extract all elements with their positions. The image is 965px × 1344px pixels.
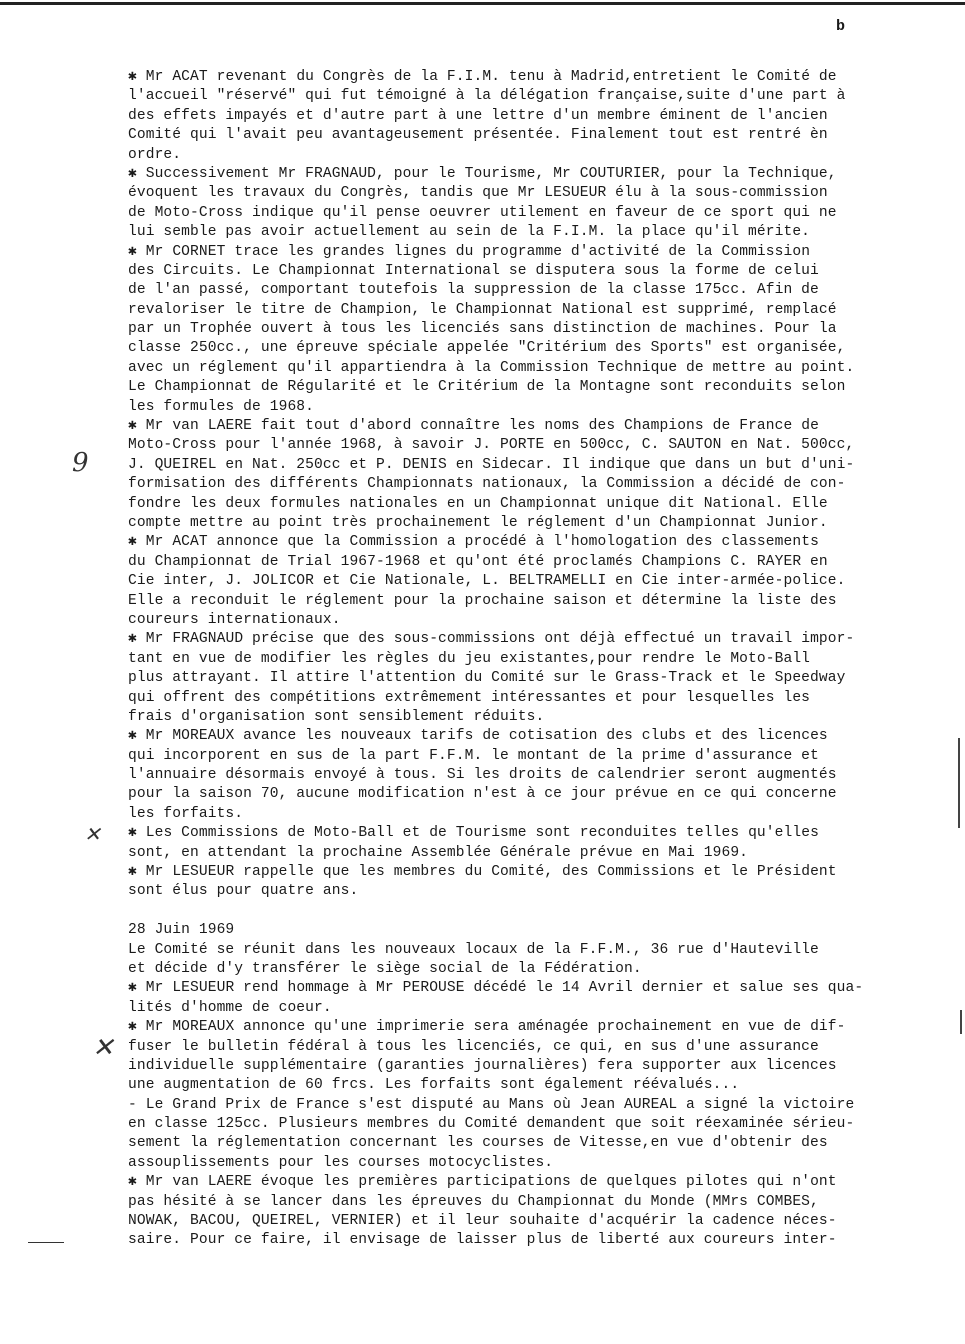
text-line: ✱ Mr van LAERE fait tout d'abord connaître les noms des Champions de France de xyxy=(128,418,819,435)
text-line: Elle a reconduit le réglement pour la prochaine saison et détermine la liste des xyxy=(128,592,837,609)
text-line: les formules de 1968. xyxy=(128,398,315,415)
text-line: du Championnat de Trial 1967-1968 et qu'ont été proclamés Champions C. RAYER en xyxy=(128,553,828,570)
text-line: classe 250cc., une épreuve spéciale appelée "Critérium des Sports" est organisée, xyxy=(128,340,846,357)
text-line: ✱ Mr ACAT annonce que la Commission a procédé à l'homologation des classements xyxy=(128,534,819,551)
text-line: ✱ Mr LESUEUR rend hommage à Mr PEROUSE décédé le 14 Avril dernier et salue ses qua- xyxy=(128,980,864,997)
margin-dash xyxy=(28,1242,64,1243)
text-line: J. QUEIREL en Nat. 250cc et P. DENIS en Sidecar. Il indique que dans un but d'uni- xyxy=(128,456,855,473)
text-line: qui incorporent en sus de la part F.F.M. le montant de la prime d'assurance et xyxy=(128,747,819,764)
text-line: de l'an passé, comportant toutefois la suppression de la classe 175cc. Afin de xyxy=(128,282,819,299)
text-line: frais d'organisation sont sensiblement réduits. xyxy=(128,708,545,725)
text-line: pas hésité à se lancer dans les épreuves du Championnat du Monde (MMrs COMBES, xyxy=(128,1193,819,1210)
text-line: ✱ Les Commissions de Moto-Ball et de Tourisme sont reconduites telles qu'elles xyxy=(128,825,819,842)
right-margin-bar xyxy=(958,738,960,828)
text-line: ✱ Mr van LAERE évoque les premières participations de quelques pilotes qui n'ont xyxy=(128,1174,837,1191)
text-line: par un Trophée ouvert à tous les licenciés sans distinction de machines. Pour la xyxy=(128,321,837,338)
top-border-rule xyxy=(0,2,965,5)
text-line: ✱ Mr LESUEUR rappelle que les membres du Comité, des Commissions et le Président xyxy=(128,864,837,881)
margin-note-nine: 9 xyxy=(72,448,89,478)
text-line: fondre les deux formules nationales en un Championnat unique dit National. Elle xyxy=(128,495,828,512)
document-body xyxy=(128,68,918,1251)
text-line: en classe 125cc. Plusieurs membres du Comité demandent que soit réexaminée sérieu- xyxy=(128,1116,855,1133)
text-line: avec un réglement qu'il appartiendra à la Commission Technique de mettre au point. xyxy=(128,359,855,376)
text-line: saire. Pour ce faire, il envisage de laisser plus de liberté aux coureurs inter- xyxy=(128,1232,837,1249)
text-line: ✱ Mr CORNET trace les grandes lignes du programme d'activité de la Commission xyxy=(128,243,811,260)
text-line: revaloriser le titre de Champion, le Championnat National est supprimé, remplacé xyxy=(128,301,837,318)
text-line: ✱ Mr ACAT revenant du Congrès de la F.I.M. tenu à Madrid,entretient le Comité de xyxy=(128,69,837,85)
margin-note-cross-2: ✕ xyxy=(92,1033,114,1063)
text-line: Cie inter, J. JOLICOR et Cie Nationale, L. BELTRAMELLI en Cie inter-armée-police. xyxy=(128,573,846,590)
text-line: compte mettre au point très prochainement le réglement d'un Championnat Junior. xyxy=(128,514,828,531)
text-line: individuelle supplémentaire (garanties journalières) fera supporter aux licences xyxy=(128,1057,837,1074)
text-line: ✱ Mr MOREAUX avance les nouveaux tarifs de cotisation des clubs et des licences xyxy=(128,728,828,745)
text-line: ordre. xyxy=(128,146,182,163)
text-line: 28 Juin 1969 xyxy=(128,922,235,939)
text-line: des Circuits. Le Championnat International se disputera sous la forme de celui xyxy=(128,262,819,279)
text-line: plus attrayant. Il attire l'attention du Comité sur le Grass-Track et le Speedway xyxy=(128,670,846,687)
text-line: ✱ Mr MOREAUX annonce qu'une imprimerie sera aménagée prochainement en vue de dif- xyxy=(128,1019,846,1036)
text-line: qui offrent des compétitions extrêmement intéressantes et pour lesquelles les xyxy=(128,689,811,706)
text-line: et décide d'y transférer le siège social de la Fédération. xyxy=(128,960,642,977)
text-line: de Moto-Cross indique qu'il pense oeuvrer utilement en faveur de ce sport qui ne xyxy=(128,204,837,221)
text-line: l'annuaire désormais envoyé à tous. Si les droits de calendrier seront augmentés xyxy=(128,767,837,784)
text-line: les forfaits. xyxy=(128,805,244,822)
text-line: évoquent les travaux du Congrès, tandis que Mr LESUEUR élu à la sous-commission xyxy=(128,185,828,202)
text-line: lui semble pas avoir actuellement au sein de la F.I.M. la place qu'il mérite. xyxy=(128,224,811,241)
margin-note-cross-1: ✕ xyxy=(84,822,101,846)
text-line: Moto-Cross pour l'année 1968, à savoir J. PORTE en 500cc, C. SAUTON en Nat. 500cc, xyxy=(128,437,855,454)
text-line: formisation des différents Championnats nationaux, la Commission a décidé de con- xyxy=(128,476,846,493)
text-line: assouplissements pour les courses motocyclistes. xyxy=(128,1154,554,1171)
text-line: ✱ Mr FRAGNAUD précise que des sous-commissions ont déjà effectué un travail impor- xyxy=(128,631,855,648)
paragraph-gap xyxy=(128,902,918,921)
text-line: NOWAK, BACOU, QUEIREL, VERNIER) et il leur souhaite d'acquérir la cadence néces- xyxy=(128,1213,837,1230)
page-letter: b xyxy=(836,18,846,35)
text-line: Le Comité se réunit dans les nouveaux locaux de la F.F.M., 36 rue d'Hauteville xyxy=(128,941,819,958)
text-line: Le Championnat de Régularité et le Critérium de la Montagne sont reconduits selon xyxy=(128,379,846,396)
text-line: sement la réglementation concernant les courses de Vitesse,en vue d'obtenir des xyxy=(128,1135,828,1152)
text-line: des effets impayés et d'autre part à une lettre d'un membre éminent de l'ancien xyxy=(128,107,828,124)
text-line: une augmentation de 60 frcs. Les forfaits sont également réévalués... xyxy=(128,1077,740,1094)
text-line: tant en vue de modifier les règles du jeu existantes,pour rendre le Moto-Ball xyxy=(128,650,811,667)
right-margin-bar xyxy=(960,1010,962,1034)
text-line: coureurs internationaux. xyxy=(128,611,341,628)
text-line: fuser le bulletin fédéral à tous les licenciés, ce qui, en sus d'une assurance xyxy=(128,1038,819,1055)
text-line: sont élus pour quatre ans. xyxy=(128,883,359,900)
text-line: ✱ Successivement Mr FRAGNAUD, pour le Tourisme, Mr COUTURIER, pour la Technique, xyxy=(128,165,837,182)
text-line: Comité qui l'avait peu avantageusement présentée. Finalement tout est rentré èn xyxy=(128,127,828,144)
text-line: lités d'homme de coeur. xyxy=(128,999,332,1016)
text-line: sont, en attendant la prochaine Assemblée Générale prévue en Mai 1969. xyxy=(128,844,749,861)
text-line: - Le Grand Prix de France s'est disputé au Mans où Jean AUREAL a signé la victoire xyxy=(128,1096,855,1113)
text-line: pour la saison 70, aucune modification n'est à ce jour prévue en ce qui concerne xyxy=(128,786,837,803)
text-line: l'accueil "réservé" qui fut témoigné à la délégation française,suite d'une part à xyxy=(128,88,846,105)
